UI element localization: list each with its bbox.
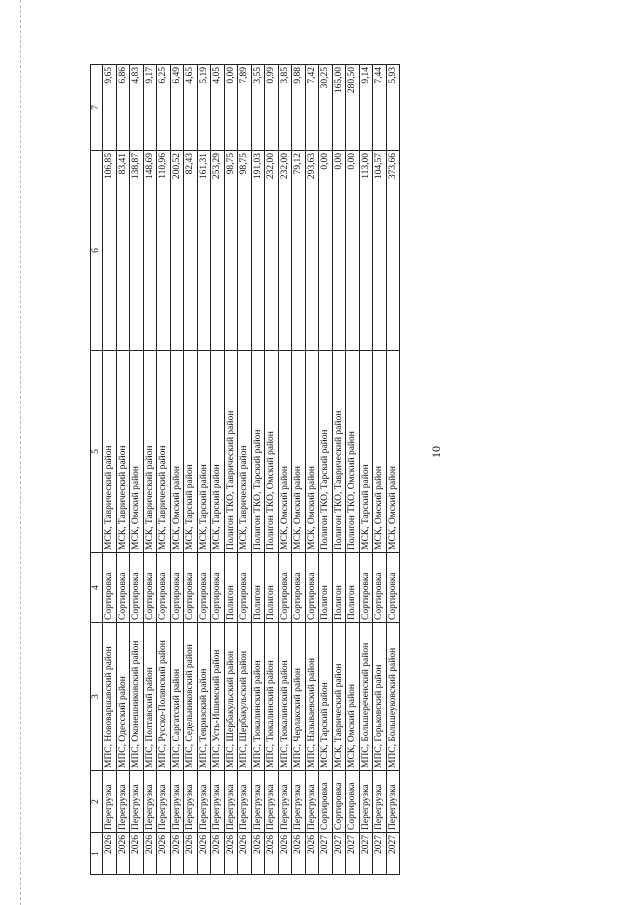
cell-dist: 113,00 [359,151,373,351]
cell-dist: 98,75 [224,151,238,351]
cell-source: МПС, Большереченский район [359,623,373,771]
transport-table [90,64,400,875]
cell-year: 2026 [238,833,252,875]
cell-target: Полигон ТКО, Омский район [346,351,360,553]
cell-dist: 110,96 [157,151,171,351]
column-header: 3 [91,623,103,771]
table-row [278,65,292,875]
cell-type: Полигон [251,553,265,623]
cell-val: 5,93 [386,65,400,151]
cell-op: Сортировка [346,771,360,833]
cell-type: Сортировка [143,553,157,623]
cell-source: МПС, Тюкалинский район [278,623,292,771]
cell-source: МПС, Усть-Ишимский район [211,623,225,771]
cell-dist: 98,75 [238,151,252,351]
cell-dist: 83,41 [116,151,130,351]
cell-op: Перегрузка [211,771,225,833]
cell-source: МПС, Одесский район [116,623,130,771]
cell-year: 2026 [157,833,171,875]
cell-source: МПС, Называевский район [305,623,319,771]
cell-target: Полигон ТКО, Тарский район [319,351,333,553]
cell-target: МСК, Тарский район [197,351,211,553]
cell-target: МСК, Тарский район [359,351,373,553]
cell-type: Полигон [319,553,333,623]
table-header-row [91,65,103,875]
cell-val: 0,99 [265,65,279,151]
cell-type: Сортировка [278,553,292,623]
table-row [265,65,279,875]
cell-val: 4,05 [211,65,225,151]
cell-op: Перегрузка [373,771,387,833]
cell-type: Сортировка [238,553,252,623]
cell-val: 9,65 [103,65,117,151]
cell-target: МСК, Тарский район [184,351,198,553]
page-number: 10 [429,446,443,458]
table-row [386,65,400,875]
cell-type: Сортировка [292,553,306,623]
cell-type: Сортировка [359,553,373,623]
cell-target: МСК, Таврический район [143,351,157,553]
cell-source: МПС, Шербакульский район [224,623,238,771]
cell-target: МСК, Омский район [386,351,400,553]
cell-year: 2026 [305,833,319,875]
cell-type: Полигон [346,553,360,623]
table-row [116,65,130,875]
cell-type: Полигон [224,553,238,623]
table-row [103,65,117,875]
cell-type: Сортировка [211,553,225,623]
cell-year: 2026 [184,833,198,875]
column-header: 4 [91,553,103,623]
cell-type: Сортировка [157,553,171,623]
cell-dist: 232,00 [278,151,292,351]
cell-dist: 138,87 [130,151,144,351]
table-row [130,65,144,875]
cell-type: Сортировка [170,553,184,623]
table-row [319,65,333,875]
cell-source: МСК, Тарский район [319,623,333,771]
cell-year: 2027 [386,833,400,875]
cell-val: 6,49 [170,65,184,151]
cell-source: МПС, Нововаршавский район [103,623,117,771]
cell-source: МПС, Горьковский район [373,623,387,771]
cell-year: 2027 [359,833,373,875]
cell-type: Сортировка [116,553,130,623]
cell-dist: 200,52 [170,151,184,351]
cell-type: Сортировка [386,553,400,623]
cell-source: МПС, Тюкалинский район [265,623,279,771]
cell-dist: 79,12 [292,151,306,351]
cell-year: 2026 [292,833,306,875]
cell-val: 3,85 [278,65,292,151]
cell-year: 2027 [346,833,360,875]
cell-dist: 293,63 [305,151,319,351]
cell-source: МПС, Тюкалинский район [251,623,265,771]
cell-target: МСК, Омский район [278,351,292,553]
cell-type: Полигон [332,553,346,623]
table-row [292,65,306,875]
cell-op: Сортировка [319,771,333,833]
cell-year: 2026 [116,833,130,875]
cell-val: 7,42 [305,65,319,151]
cell-op: Перегрузка [103,771,117,833]
cell-type: Сортировка [197,553,211,623]
cell-target: МСК, Таврический район [116,351,130,553]
cell-source: МПС, Тевризский район [197,623,211,771]
cell-dist: 0,00 [346,151,360,351]
cell-val: 3,55 [251,65,265,151]
rotated-table-container [90,65,610,875]
cell-target: Полигон ТКО, Тарский район [251,351,265,553]
cell-year: 2026 [103,833,117,875]
column-header: 5 [91,351,103,553]
cell-op: Перегрузка [305,771,319,833]
cell-source: МСК, Омский район [346,623,360,771]
cell-op: Перегрузка [251,771,265,833]
cell-op: Перегрузка [359,771,373,833]
table-row [305,65,319,875]
cell-val: 165,00 [332,65,346,151]
cell-target: МСК, Омский район [373,351,387,553]
cell-year: 2026 [265,833,279,875]
cell-dist: 0,00 [332,151,346,351]
cell-val: 6,25 [157,65,171,151]
cell-op: Перегрузка [143,771,157,833]
cell-val: 5,19 [197,65,211,151]
cell-target: МСК, Омский район [130,351,144,553]
cell-year: 2027 [319,833,333,875]
cell-target: МСК, Омский район [305,351,319,553]
cell-val: 9,14 [359,65,373,151]
cell-source: МПС, Черлакский район [292,623,306,771]
cell-dist: 106,85 [103,151,117,351]
table-row [224,65,238,875]
table-row [211,65,225,875]
cell-target: МСК, Омский район [292,351,306,553]
column-header: 6 [91,151,103,351]
cell-source: МПС, Оконешниковский район [130,623,144,771]
cell-source: МПС, Полтавский район [143,623,157,771]
cell-type: Сортировка [130,553,144,623]
cell-year: 2026 [251,833,265,875]
table-row [373,65,387,875]
cell-year: 2026 [278,833,292,875]
cell-op: Перегрузка [265,771,279,833]
cell-target: МСК, Омский район [170,351,184,553]
cell-dist: 82,43 [184,151,198,351]
cell-op: Перегрузка [157,771,171,833]
cell-source: МПС, Седельниковский район [184,623,198,771]
cell-type: Полигон [265,553,279,623]
cell-val: 9,88 [292,65,306,151]
cell-val: 7,89 [238,65,252,151]
cell-type: Сортировка [184,553,198,623]
cell-year: 2026 [197,833,211,875]
cell-op: Перегрузка [184,771,198,833]
cell-op: Перегрузка [116,771,130,833]
cell-val: 30,25 [319,65,333,151]
cell-source: МПС, Саргатский район [170,623,184,771]
table-row [238,65,252,875]
cell-source: МСК, Таврический район [332,623,346,771]
cell-dist: 161,31 [197,151,211,351]
cell-op: Сортировка [332,771,346,833]
cell-val: 7,44 [373,65,387,151]
cell-op: Перегрузка [224,771,238,833]
cell-val: 6,86 [116,65,130,151]
column-header: 7 [91,65,103,151]
cell-type: Сортировка [305,553,319,623]
cell-year: 2027 [332,833,346,875]
cell-target: Полигон ТКО, Омский район [265,351,279,553]
table-row [157,65,171,875]
cell-dist: 232,00 [265,151,279,351]
cell-year: 2026 [130,833,144,875]
cell-op: Перегрузка [197,771,211,833]
cell-dist: 373,66 [386,151,400,351]
cell-dist: 148,69 [143,151,157,351]
cell-type: Сортировка [103,553,117,623]
cell-year: 2026 [170,833,184,875]
cell-year: 2026 [224,833,238,875]
cell-source: МПС, Большеуковский район [386,623,400,771]
table-row [197,65,211,875]
table-row [143,65,157,875]
cell-target: МСК, Тарский район [211,351,225,553]
column-header: 2 [91,771,103,833]
cell-dist: 104,57 [373,151,387,351]
cell-dist: 253,29 [211,151,225,351]
cell-op: Перегрузка [292,771,306,833]
table-row [346,65,360,875]
cell-val: 4,65 [184,65,198,151]
cell-target: МСК, Таврический район [103,351,117,553]
table-row [170,65,184,875]
cell-val: 0,00 [224,65,238,151]
cell-target: МСК, Таврический район [238,351,252,553]
cell-target: Полигон ТКО, Таврический район [332,351,346,553]
cell-year: 2026 [211,833,225,875]
table-row [359,65,373,875]
cell-op: Перегрузка [130,771,144,833]
cell-op: Перегрузка [278,771,292,833]
cell-source: МПС, Шербакульский район [238,623,252,771]
table-row [251,65,265,875]
cell-val: 9,17 [143,65,157,151]
cell-dist: 191,03 [251,151,265,351]
cell-target: Полигон ТКО, Таврический район [224,351,238,553]
cell-target: МСК, Таврический район [157,351,171,553]
cell-year: 2026 [143,833,157,875]
cell-source: МПС, Русско-Полянский район [157,623,171,771]
column-header: 1 [91,833,103,875]
cell-type: Сортировка [373,553,387,623]
cell-dist: 0,00 [319,151,333,351]
cell-year: 2027 [373,833,387,875]
table-row [184,65,198,875]
cell-val: 280,50 [346,65,360,151]
cell-op: Перегрузка [386,771,400,833]
table-row [332,65,346,875]
cell-val: 4,83 [130,65,144,151]
scan-fold-line [20,0,21,905]
cell-op: Перегрузка [238,771,252,833]
cell-op: Перегрузка [170,771,184,833]
